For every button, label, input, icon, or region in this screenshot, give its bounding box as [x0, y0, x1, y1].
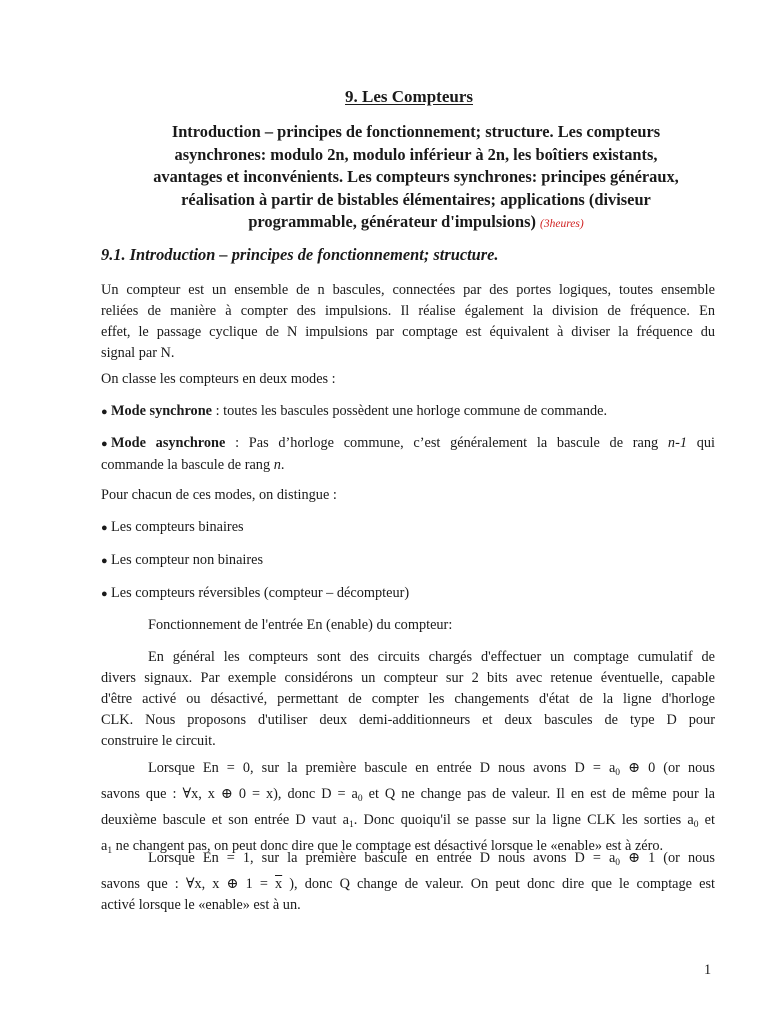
paragraph-line: savons que : ∀x, x ⊕ 0 = x), donc $D = a_0$ et Q ne change pas de valeur. Il en est de même pour la [101, 785, 716, 804]
paragraph-line: Un compteur est un ensemble de n bascules, connectées par des portes logiques, toutes ensemble [101, 282, 715, 298]
mode-sync-item [101, 401, 607, 423]
intro-paragraph [101, 280, 715, 364]
section-title: 9.1. Introduction – principes de fonctionnement; structure. [101, 245, 499, 264]
summary-line: programmable, générateur d'impulsions) [248, 212, 536, 232]
paragraph-line: CLK. Nous proposons d'utiliser deux demi-additionneurs et deux bascules de type D pour [101, 711, 715, 728]
paragraph-line: Lorsque En = 0, sur la première bascule en entrée D nous avons $D = a_0$ ⊕ 0 (or nous [148, 760, 715, 778]
bullet-icon: ● [101, 588, 108, 600]
paragraph-line: ● Mode asynchrone : Pas d’horloge commune, c’est généralement la bascule de rang n-1 qui [101, 433, 715, 455]
paragraph-line: En général les compteurs sont des circuits chargés d'effectuer un comptage cumulatif de [148, 649, 715, 665]
paragraph-line: effet, le passage cyclique de N impulsions par comptage est équivalent à diviser la fréquence du [101, 323, 715, 340]
paragraph-line: $a_1$ ne changent pas, on peut donc dire que le comptage est désactivé lorsque le «enable» est à zéro. [101, 837, 664, 856]
mode-sync-label: Mode synchrone [111, 403, 213, 419]
mode-async-item [101, 433, 715, 476]
paragraph-line: construire le circuit. [101, 732, 216, 749]
modes-intro: On classe les compteurs en deux modes : [101, 371, 336, 387]
distinguish-intro: Pour chacun de ces modes, on distingue : [101, 487, 337, 503]
summary-line: Introduction – principes de fonctionnement; structure. Les compteurs [171, 122, 661, 141]
paragraph-line: Lorsque En = 1, sur la première bascule en entrée D nous avons $D = a_0$ ⊕ 1 (or nous [148, 850, 715, 868]
paragraph-line: activé lorsque le «enable» est à un. [101, 896, 301, 913]
mode-async-label: Mode asynchrone [111, 435, 226, 451]
paragraph-line: signal par N. [101, 344, 175, 361]
enable-one-paragraph [101, 848, 715, 916]
duration-note: (3heures) [540, 218, 584, 231]
paragraph-line: d'être activé ou désactivé, permettant de compter les changements d'état de la ligne d'horloge [101, 690, 715, 707]
enable-heading: Fonctionnement de l'entrée En (enable) du compteur: [148, 617, 453, 633]
page-number: 1 [704, 962, 712, 978]
enable-zero-paragraph [101, 758, 715, 862]
paragraph-line: divers signaux. Par exemple considérons un compteur sur 2 bits avec retenue éventuelle, capable [101, 669, 715, 686]
summary-line: avantages et inconvénients. Les compteurs synchrones: principes généraux, [153, 167, 679, 187]
bullet-icon: ● [101, 406, 108, 418]
summary-line: asynchrones: modulo 2n, modulo inférieur à 2n, les boîtiers existants, [174, 144, 658, 164]
paragraph-line: savons que : ∀x, x ⊕ $1 = \overline{x}$ ), donc Q change de valeur. On peut donc dire que le comptage est [101, 875, 715, 892]
mode-sync-text: : toutes les bascules possèdent une horloge commune de commande. [212, 403, 608, 419]
list-item: ● Les compteurs réversibles (compteur – décompteur) [101, 583, 409, 605]
bullet-icon: ● [101, 438, 108, 450]
paragraph-line: reliées de manière à compter des impulsions. Il réalise également la division de fréquence. En [101, 302, 715, 319]
bullet-icon: ● [101, 555, 108, 567]
paragraph-line: commande la bascule de rang n. [101, 456, 285, 473]
list-item: ● Les compteurs binaires [101, 517, 244, 539]
paragraph-line: deuxième bascule et son entrée D vaut $a_1$. Donc quoiqu'il se passe sur la ligne CLK les sorties $a_0$ et [101, 811, 715, 830]
list-item: ● Les compteur non binaires [101, 550, 263, 572]
chapter-summary [126, 121, 706, 236]
summary-line: réalisation à partir de bistables élémentaires; applications (diviseur [181, 189, 651, 209]
enable-paragraph [101, 647, 715, 752]
bullet-icon: ● [101, 522, 108, 534]
chapter-title: 9. Les Compteurs [345, 87, 473, 106]
